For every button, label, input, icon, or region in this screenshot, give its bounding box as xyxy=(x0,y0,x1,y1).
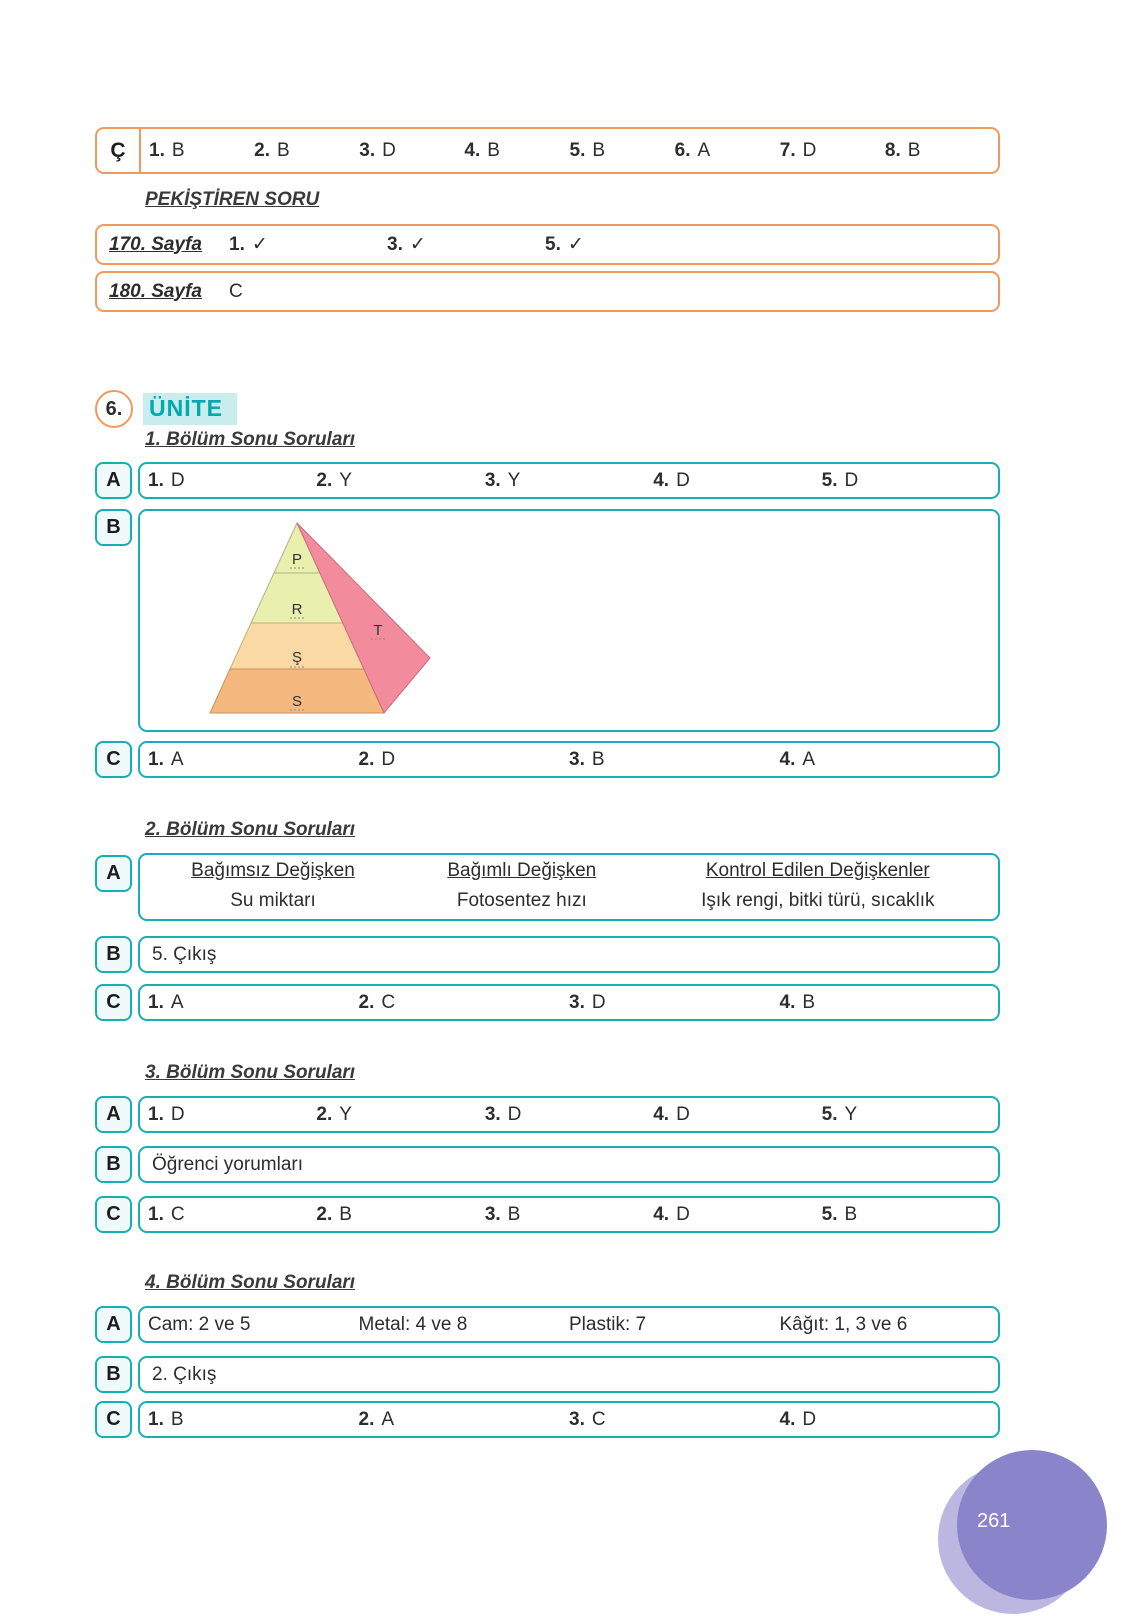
answer-text: 2. Çıkış xyxy=(152,1363,217,1385)
answer-item xyxy=(229,281,387,303)
answer-item xyxy=(359,1409,570,1431)
answer-number: 4. xyxy=(653,1203,670,1225)
answer-value: B xyxy=(339,1203,352,1225)
answer-value: C xyxy=(381,991,396,1013)
answer-item xyxy=(316,1104,484,1126)
section4-row-a xyxy=(138,1306,1000,1343)
answer-number: 1. xyxy=(148,1103,164,1125)
answer-item xyxy=(148,470,316,492)
answer-item xyxy=(359,749,570,771)
section2-row-b xyxy=(138,936,1000,973)
pyramid-label-r: R xyxy=(291,601,303,618)
answer-item xyxy=(148,992,359,1014)
variables-table xyxy=(140,854,998,920)
answer-number: 3. xyxy=(484,469,501,491)
answer-value: ✓ xyxy=(409,234,426,255)
answer-number: 1. xyxy=(229,234,245,255)
answer-number: 1. xyxy=(148,469,164,491)
section2-row-c xyxy=(138,984,1000,1021)
answer-number: 5. xyxy=(545,234,561,255)
page-180-label: 180. Sayfa xyxy=(109,280,202,302)
answer-text: Öğrenci yorumları xyxy=(152,1153,303,1175)
answers-list xyxy=(140,470,998,492)
answer-value: Y xyxy=(339,469,352,491)
answer-value: A xyxy=(170,748,184,770)
answer-number: 8. xyxy=(884,139,901,161)
answer-number: 2. xyxy=(358,1408,375,1430)
answer-item xyxy=(545,233,703,256)
answer-item xyxy=(359,1314,570,1336)
answer-number: 5. xyxy=(821,1103,838,1125)
answer-value: D xyxy=(170,469,185,491)
pekistiren-title: PEKİŞTİREN SORU xyxy=(145,189,320,210)
pyramid-label-s-cedilla: Ş xyxy=(291,649,303,666)
answer-value: A xyxy=(697,139,711,161)
answer-item xyxy=(359,140,464,162)
answer-value: D xyxy=(844,469,859,491)
answer-value: Plastik: 7 xyxy=(569,1313,647,1335)
answer-item xyxy=(485,470,653,492)
answer-number: 2. xyxy=(316,469,333,491)
answers-list xyxy=(140,1409,998,1431)
answer-item xyxy=(569,992,780,1014)
section4-label-a: A xyxy=(95,1306,132,1343)
section2-label-c: C xyxy=(95,984,132,1021)
answer-value: Metal: 4 ve 8 xyxy=(358,1313,468,1335)
section1-label-c: C xyxy=(95,741,132,778)
variables-col xyxy=(140,860,406,912)
pyramid-label-s: S xyxy=(291,693,303,710)
answers-list xyxy=(221,233,998,256)
section3-label-c: C xyxy=(95,1196,132,1233)
answer-item xyxy=(822,470,990,492)
answers-list xyxy=(140,1204,998,1226)
answers-row-page180 xyxy=(95,271,1000,312)
answer-number: 1. xyxy=(149,139,165,161)
answer-item xyxy=(569,1314,780,1336)
answer-value: B xyxy=(487,139,500,161)
answer-item xyxy=(316,1204,484,1226)
answer-value: D xyxy=(802,1408,817,1430)
table-header: Bağımsız Değişken xyxy=(191,860,355,881)
answer-item xyxy=(569,749,780,771)
section3-label-a: A xyxy=(95,1096,132,1133)
answer-value: Cam: 2 ve 5 xyxy=(148,1313,251,1335)
answer-item xyxy=(229,233,387,256)
answer-item xyxy=(780,1314,991,1336)
answers-row-page170 xyxy=(95,224,1000,265)
unit-number-circle: 6. xyxy=(95,390,133,428)
answer-item xyxy=(149,140,254,162)
answer-item xyxy=(822,1204,990,1226)
answer-item xyxy=(780,749,991,771)
page-badge xyxy=(957,1450,1107,1600)
answer-item xyxy=(570,140,675,162)
answer-item xyxy=(569,1409,780,1431)
answer-item xyxy=(464,140,569,162)
answer-item xyxy=(148,1409,359,1431)
answer-number: 5. xyxy=(821,1203,838,1225)
answer-value: A xyxy=(802,748,816,770)
page-170-label: 170. Sayfa xyxy=(109,233,202,255)
answer-value: Y xyxy=(507,469,521,491)
answer-item xyxy=(148,749,359,771)
answer-text: 5. Çıkış xyxy=(152,943,217,965)
answer-number: 6. xyxy=(674,139,691,161)
answer-item xyxy=(653,470,821,492)
answer-number: 3. xyxy=(569,991,585,1013)
answer-item xyxy=(359,992,570,1014)
answer-value: B xyxy=(802,991,816,1013)
answer-number: 5. xyxy=(821,469,838,491)
answer-number: 3. xyxy=(484,1103,501,1125)
answers-list xyxy=(221,281,998,303)
section2-label-b: B xyxy=(95,936,132,973)
answers-list xyxy=(140,1314,998,1336)
answer-value: A xyxy=(170,991,184,1013)
answer-number: 3. xyxy=(387,234,403,255)
section2-label-a: A xyxy=(95,855,132,892)
section3-row-b xyxy=(138,1146,1000,1183)
table-header: Kontrol Edilen Değişkenler xyxy=(705,860,930,881)
answer-item xyxy=(780,140,885,162)
unit-header xyxy=(95,390,237,428)
answer-number: 7. xyxy=(779,139,796,161)
answer-item xyxy=(316,470,484,492)
answer-item xyxy=(653,1204,821,1226)
answers-list xyxy=(141,140,998,162)
answer-number: 2. xyxy=(254,139,270,161)
answer-value: D xyxy=(382,139,396,161)
answer-value: B xyxy=(844,1203,858,1225)
answer-value: D xyxy=(507,1103,522,1125)
answer-number: 4. xyxy=(779,991,796,1013)
answer-number: 4. xyxy=(464,139,481,161)
answer-number: 1. xyxy=(148,748,164,770)
answer-value: ✓ xyxy=(251,234,268,255)
answer-item xyxy=(254,140,359,162)
answer-value: C xyxy=(170,1203,185,1225)
answer-value: B xyxy=(276,139,290,161)
answer-value: C xyxy=(591,1408,606,1430)
answer-item xyxy=(780,992,991,1014)
section1-row-c xyxy=(138,741,1000,778)
answer-value: D xyxy=(676,1103,690,1125)
answer-value: Kâğıt: 1, 3 ve 6 xyxy=(779,1313,908,1335)
answer-item xyxy=(885,140,990,162)
answer-item xyxy=(387,233,545,256)
answer-value: B xyxy=(171,139,185,161)
unit-title: ÜNİTE xyxy=(143,393,237,425)
table-header: Bağımlı Değişken xyxy=(447,860,597,881)
answer-number: 2. xyxy=(316,1203,333,1225)
answer-number: 1. xyxy=(148,1408,164,1430)
section2-title: 2. Bölüm Sonu Soruları xyxy=(145,819,356,840)
answer-value: D xyxy=(676,1203,690,1225)
answer-number: 1. xyxy=(148,1203,164,1225)
section4-title: 4. Bölüm Sonu Soruları xyxy=(145,1272,356,1293)
answer-number: 4. xyxy=(779,748,796,770)
answer-item xyxy=(148,1204,316,1226)
answer-item xyxy=(822,1104,990,1126)
answer-item xyxy=(780,1409,991,1431)
section4-row-b xyxy=(138,1356,1000,1393)
answer-number: 3. xyxy=(569,748,585,770)
answer-number: 1. xyxy=(148,991,164,1013)
section1-label-a: A xyxy=(95,462,132,499)
answers-row-c xyxy=(95,127,1000,174)
answer-value: B xyxy=(507,1203,521,1225)
answer-number: 4. xyxy=(779,1408,796,1430)
table-value: Işık rengi, bitki türü, sıcaklık xyxy=(701,890,935,911)
answer-number: 2. xyxy=(358,991,375,1013)
answer-value: D xyxy=(591,991,606,1013)
answer-item xyxy=(148,1314,359,1336)
answers-list xyxy=(140,749,998,771)
answer-item xyxy=(653,1104,821,1126)
answer-value: B xyxy=(591,748,605,770)
answer-value: D xyxy=(676,469,690,491)
answer-number: 4. xyxy=(653,1103,670,1125)
answer-item xyxy=(148,1104,316,1126)
answer-value: B xyxy=(907,139,921,161)
answer-value: A xyxy=(381,1408,395,1430)
answer-number: 4. xyxy=(653,469,670,491)
answers-list xyxy=(140,992,998,1014)
answer-value: B xyxy=(592,139,606,161)
answer-item xyxy=(485,1204,653,1226)
table-value: Su miktarı xyxy=(230,890,316,911)
page-number: 261 xyxy=(977,1510,1011,1532)
section3-row-a xyxy=(138,1096,1000,1133)
answer-item xyxy=(485,1104,653,1126)
answer-number: 3. xyxy=(569,1408,585,1430)
energy-pyramid xyxy=(202,517,447,727)
answer-value: Y xyxy=(339,1103,352,1125)
answer-value: C xyxy=(229,280,243,302)
answer-number: 3. xyxy=(484,1203,501,1225)
answer-value: B xyxy=(170,1408,184,1430)
variables-col xyxy=(638,860,998,912)
answer-value: D xyxy=(170,1103,185,1125)
section1-title: 1. Bölüm Sonu Soruları xyxy=(145,429,356,450)
row-label-c: Ç xyxy=(110,138,126,162)
section1-row-b xyxy=(138,509,1000,732)
table-value: Fotosentez hızı xyxy=(456,890,587,911)
pyramid-label-p: P xyxy=(291,551,303,568)
answer-number: 5. xyxy=(569,139,586,161)
section3-label-b: B xyxy=(95,1146,132,1183)
section1-label-b: B xyxy=(95,509,132,546)
section1-row-a xyxy=(138,462,1000,499)
section4-label-c: C xyxy=(95,1401,132,1438)
answer-item xyxy=(675,140,780,162)
answer-value: Y xyxy=(844,1103,858,1125)
pyramid-label-t: T xyxy=(373,622,383,639)
answer-number: 2. xyxy=(316,1103,333,1125)
section3-title: 3. Bölüm Sonu Soruları xyxy=(145,1062,356,1083)
section4-label-b: B xyxy=(95,1356,132,1393)
section4-row-c xyxy=(138,1401,1000,1438)
answer-number: 3. xyxy=(359,139,376,161)
answers-list xyxy=(140,1104,998,1126)
section2-row-a xyxy=(138,853,1000,921)
variables-col xyxy=(406,860,638,912)
section3-row-c xyxy=(138,1196,1000,1233)
answer-value: ✓ xyxy=(567,234,584,255)
answer-value: D xyxy=(381,748,396,770)
answer-value: D xyxy=(802,139,817,161)
answer-number: 2. xyxy=(358,748,375,770)
